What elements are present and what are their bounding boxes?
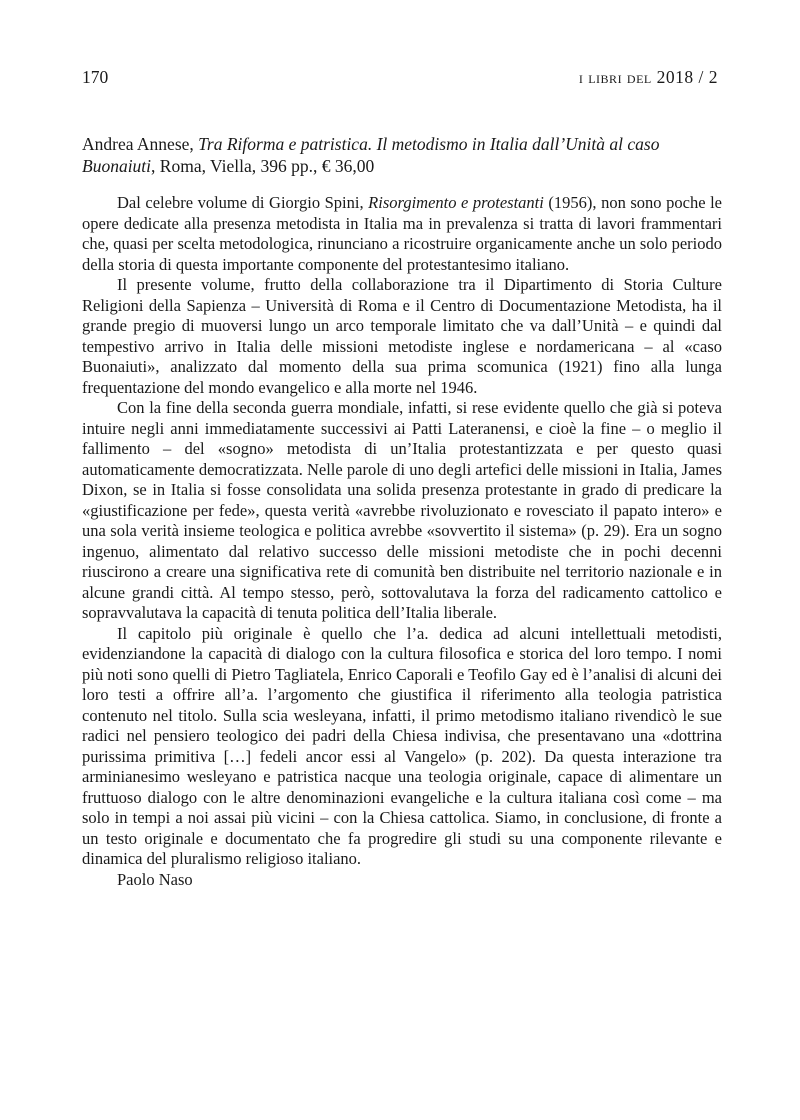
- citation-title: Tra Riforma e patristica. Il metodismo in Italia dall’Unità al caso Buonaiuti: [82, 134, 660, 176]
- review-body: [82, 193, 722, 890]
- reviewer-signature: Paolo Naso: [117, 869, 193, 889]
- review-text: Dal celebre volume di Giorgio Spini,: [117, 193, 369, 212]
- page-number: 170: [82, 67, 109, 87]
- citation-publication: , Roma, Viella, 396 pp., € 36,00: [151, 156, 375, 176]
- review-paragraph: Il capitolo più originale è quello che l’a. dedica ad alcuni intellettuali metodisti, evidenziandone la capacità di dialogo con la cultura filosofica e storica del loro tempo. I nomi più noti sono quelli di Pietro Tagliatela, Enrico Caporali e Teofilo Gay ed è l’analisi di alcuni dei loro testi a offrire all’a. l’argomento che giustifica il riferimento alla teologia patristica contenuto nel titolo. Sulla scia wesleyana, infatti, il primo metodismo italiano rivendicò le sue radici nel pensiero teologico dei padri della Chiesa indivisa, che presentavano una «dottrina purissima primitiva […] fedeli ancor essi al Vangelo» (p. 202). Da questa interazione tra arminianesimo wesleyano e patristica nacque una teologia originale, capace di alimentare un fruttuoso dialogo con le altre denominazioni evangeliche e la cultura italiana così come – ma solo in tempi a noi assai più vicini – con la Chiesa cattolica. Siamo, in conclusione, di fronte a un testo originale e documentato che fa progredire gli studi su una componente rilevante e dinamica del pluralismo religioso italiano.: [82, 623, 722, 868]
- review-paragraph: Con la fine della seconda guerra mondiale, infatti, si rese evidente quello che già si poteva intuire negli anni immediatamente successivi ai Patti Lateranensi, e cioè la fine – o meglio il fallimento – del «sogno» metodista di un’Italia protestantizzata e per questo quasi automaticamente democratizzata. Nelle parole di uno degli artefici delle missioni in Italia, James Dixon, se in Italia si fosse consolidata una solida presenza protestante in grado di predicare la «giustificazione per fede», questa verità «avrebbe rivoluzionato e rovesciato il papato intero» e una sola verità insieme teologica e politica avrebbe «sovvertito il sistema» (p. 29). Era un sogno ingenuo, alimentato dal relativo successo delle missioni metodiste che in pochi decenni riuscirono a creare una significativa rete di comunità ben distribuite nel territorio nazionale e in alcune grandi città. Al tempo stesso, però, sottovalutava la forza del radicamento cattolico e sopravvalutava la capacità di tenuta politica dell’Italia liberale.: [82, 398, 722, 622]
- review-text: (1956), non sono poche le opere dedicate alla presenza metodista in Italia ma in prevalenza si tratta di lavori frammentari che, quasi per scelta metodologica, rinunciano a ricostruire organicamente anche un solo periodo della storia di questa importante componente del protestantesimo italiano.: [82, 193, 722, 274]
- book-citation: [82, 133, 722, 177]
- running-title: i libri del 2018 / 2: [578, 67, 718, 87]
- citation-author: Andrea Annese,: [82, 134, 194, 154]
- cited-title: Risorgimento e protestanti: [368, 193, 544, 212]
- review-paragraph: Il presente volume, frutto della collaborazione tra il Dipartimento di Storia Culture Religioni della Sapienza – Università di Roma e il Centro di Documentazione Metodista, ha il grande pregio di muoversi lungo un arco temporale limitato che va dall’Unità – e quindi dal tempestivo arrivo in Italia delle missioni metodiste inglese e nordamericana – al «caso Buonaiuti», analizzato dal momento della sua prima scomunica (1921) fino alla lunga frequentazione del mondo evangelico e alla morte nel 1946.: [82, 275, 722, 397]
- review-paragraph: [82, 193, 722, 275]
